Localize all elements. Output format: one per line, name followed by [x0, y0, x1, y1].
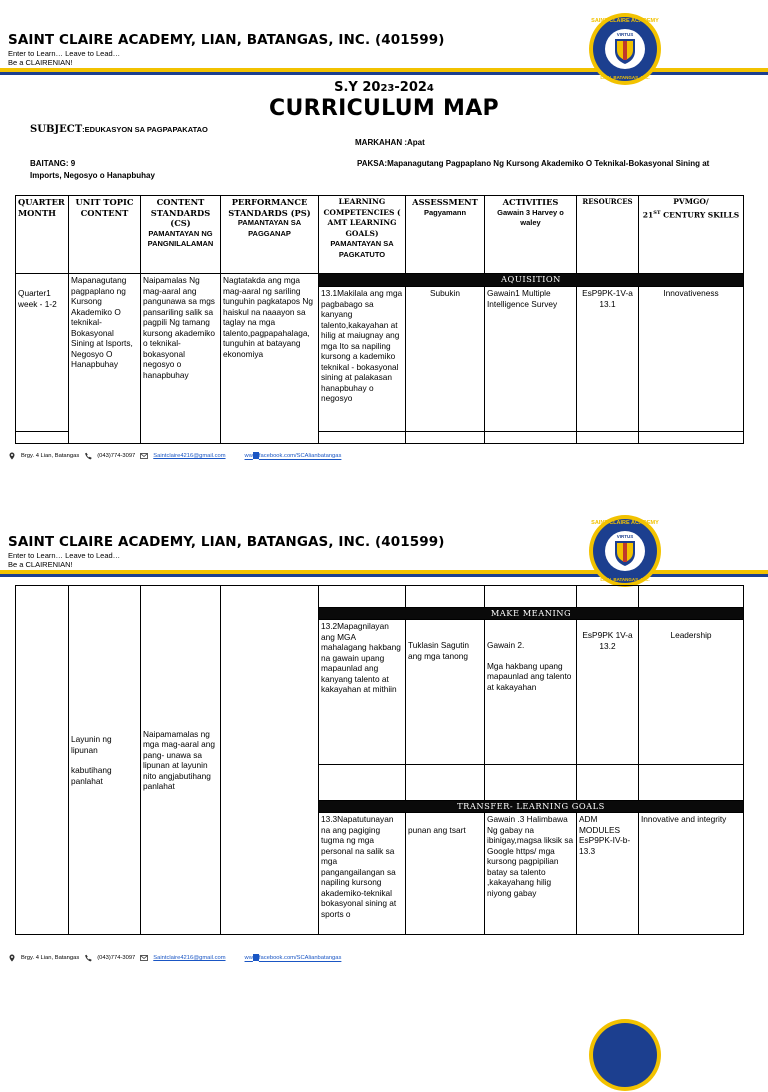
paksa: PAKSA:Mapanagutang Pagpaplano Ng Kursong Akademiko O Teknikal-Bokasyonal Sining at	[357, 159, 710, 168]
school-name-2: SAINT CLAIRE ACADEMY, LIAN, BATANGAS, INC. (401599)	[8, 534, 445, 550]
footer-web-link-2[interactable]: ww facebook.com/SCAlianbatangas	[244, 955, 342, 962]
cell-lc-2: 13.2Mapagnilayan ang MGA mahalagang hakbang na gawain upang mapaunlad ang kanyang talento at kakayahan at mithiin	[319, 620, 406, 765]
location-pin-icon	[8, 954, 16, 962]
paksa-continued: Imports, Negosyo o Hanapbuhay	[30, 171, 155, 180]
table-header-row	[16, 196, 744, 274]
cell-unit: Mapanagutang pagpaplano ng Kursong Akademiko O teknikal-Bokasyonal Sining at Isports, Negosyo O Hanapbuhay	[69, 274, 141, 444]
cell-lc-3: 13.3Napatutunayan na ang pagiging tugma ng mga personal na salik sa mga pangangailangan sa napiling kursong akademiko-teknikal bokasyonal sining at sports o	[319, 813, 406, 935]
col-ps: PERFORMANCE STANDARDS (PS) PAMANTAYAN SA PAGGANAP	[221, 196, 319, 274]
cell-cs-2: Naipamamalas ng mga mag-aaral ang pang- unawa sa lipunan at layunin nito angjabutihang panlahat	[141, 586, 221, 935]
cell-cs: Naipamalas Ng mag-aaral ang pangunawa sa mgs pansariling salik sa pagpili Ng tamang kursong akademiko o teknikal-bokasyonal negosyo o hanapbuhay	[141, 274, 221, 444]
markahan: MARKAHAN :Apat	[355, 138, 425, 147]
cell-unit-2: Layunin ng lipunan kabutihang panlahat	[69, 586, 141, 935]
school-logo	[588, 12, 662, 86]
curriculum-table-1	[15, 195, 744, 444]
page-2	[0, 498, 768, 968]
email-icon	[140, 954, 148, 962]
cell-ps: Nagtatakda ang mga mag-aaral ng sariling tunguhin pagkatapos Ng haiskul na naaayon sa taglay na mga talento,pagpapahalaga, tunguhin at batayang ekonomiya	[221, 274, 319, 444]
col-activities: ACTIVITIES Gawain 3 Harvey o waley	[485, 196, 577, 274]
cell-assessment: Subukin	[406, 287, 485, 432]
tagline-1-p2: Enter to Learn… Leave to Lead…	[8, 551, 121, 560]
footer-email-link[interactable]: Saintclaire4216@gmail.com	[153, 453, 226, 459]
school-logo-2	[588, 514, 662, 588]
cell-resources-2: EsP9PK 1V-a 13.2	[577, 620, 639, 765]
footer-2	[8, 954, 341, 962]
phone-icon	[84, 452, 92, 460]
school-logo-3	[588, 1018, 662, 1092]
footer-1	[8, 452, 341, 460]
phone-icon	[84, 954, 92, 962]
subject-line: SUBJECT:EDUKASYON SA PAGPAPAKATAO	[30, 124, 208, 135]
col-cs: CONTENT STANDARDS (CS) PAMANTAYAN NG PANGNILALAMAN	[141, 196, 221, 274]
cell-activities-3: Gawain .3 Halimbawa Ng gabay na ibinigay,magsa liksik sa Google https/ mga kursong pagpipilian batay sa talento ,kakayahang hilig niyong gabay	[485, 813, 577, 935]
band-acquisition: AQUISITION	[319, 274, 744, 287]
logo-text-2: SAINT CLAIRE ACADEMY	[591, 520, 659, 526]
logo-motto: VIRTUS	[616, 32, 634, 37]
logo-text: SAINT CLAIRE ACADEMY	[591, 18, 659, 24]
footer-address-2: Brgy. 4 Lian, Batangas	[21, 955, 80, 961]
tagline-2: Be a CLAIRENIAN!	[8, 58, 73, 67]
logo-motto-2: VIRTUS	[616, 534, 634, 539]
cell-activities-2: Gawain 2. Mga hakbang upang mapaunlad ang talento at kakayahan	[485, 620, 577, 765]
cell-activities: Gawain1 Multiple Intelligence Survey	[485, 287, 577, 432]
col-lc: LEARNING COMPETENCIES ( AMT LEARNING GOALS) PAMANTAYAN SA PAGKATUTO	[319, 196, 406, 274]
cell-lc: 13.1Makilala ang mga pagbabago sa kanyang talento,kakayahan at hilig at maiugnay ang mga Ito sa napiling kursong a kademiko teknikal - bokasyonal sining at palakasan hanapbuhay o negosyo	[319, 287, 406, 432]
col-unit: UNIT TOPIC CONTENT	[69, 196, 141, 274]
col-skills: PVMGO/ 21ST CENTURY SKILLS	[639, 196, 744, 274]
page-title: CURRICULUM MAP	[269, 96, 499, 121]
tagline-2-p2: Be a CLAIRENIAN!	[8, 560, 73, 569]
col-quarter: QUARTER MONTH	[16, 196, 69, 274]
curriculum-table-2	[15, 585, 744, 935]
col-resources: RESOURCES	[577, 196, 639, 274]
band-transfer: TRANSFER- LEARNING GOALS	[319, 801, 744, 813]
band-make-meaning: MAKE MEANING	[319, 608, 744, 620]
band-row-acquisition	[16, 274, 744, 287]
logo-place-2: LIAN, BATANGAS, INC.	[600, 577, 650, 582]
footer-email-link-2[interactable]: Saintclaire4216@gmail.com	[153, 955, 226, 961]
footer-web-link[interactable]: ww facebook.com/SCAlianbatangas	[244, 453, 342, 460]
footer-address: Brgy. 4 Lian, Batangas	[21, 453, 80, 459]
page-1	[0, 0, 768, 470]
footer-phone-2: (043)774-3097	[97, 955, 136, 961]
cell-assessment-3: punan ang tsart	[406, 813, 485, 935]
cell-quarter: Quarter1 week - 1-2	[16, 274, 69, 432]
baitang: BAITANG: 9	[30, 159, 76, 168]
location-pin-icon	[8, 452, 16, 460]
col-assessment: ASSESSMENT Pagyamann	[406, 196, 485, 274]
school-name: SAINT CLAIRE ACADEMY, LIAN, BATANGAS, INC. (401599)	[8, 32, 445, 48]
footer-phone: (043)774-3097	[97, 453, 136, 459]
cell-skills-3: Innovative and integrity	[639, 813, 744, 935]
cell-resources-3: ADM MODULES EsP9PK-IV-b-13.3	[577, 813, 639, 935]
email-icon	[140, 452, 148, 460]
page-3	[0, 1000, 768, 1040]
cell-resources: EsP9PK-1V-a 13.1	[577, 287, 639, 432]
logo-place: LIAN, BATANGAS, INC.	[600, 75, 650, 80]
cell-skills: Innovativeness	[639, 287, 744, 432]
school-year: S.Y 2023-2024	[334, 80, 434, 95]
table-row-top	[16, 586, 744, 608]
cell-skills-2: Leadership	[639, 620, 744, 765]
cell-assessment-2: Tuklasin Sagutin ang mga tanong	[406, 620, 485, 765]
tagline-1: Enter to Learn… Leave to Lead…	[8, 49, 121, 58]
